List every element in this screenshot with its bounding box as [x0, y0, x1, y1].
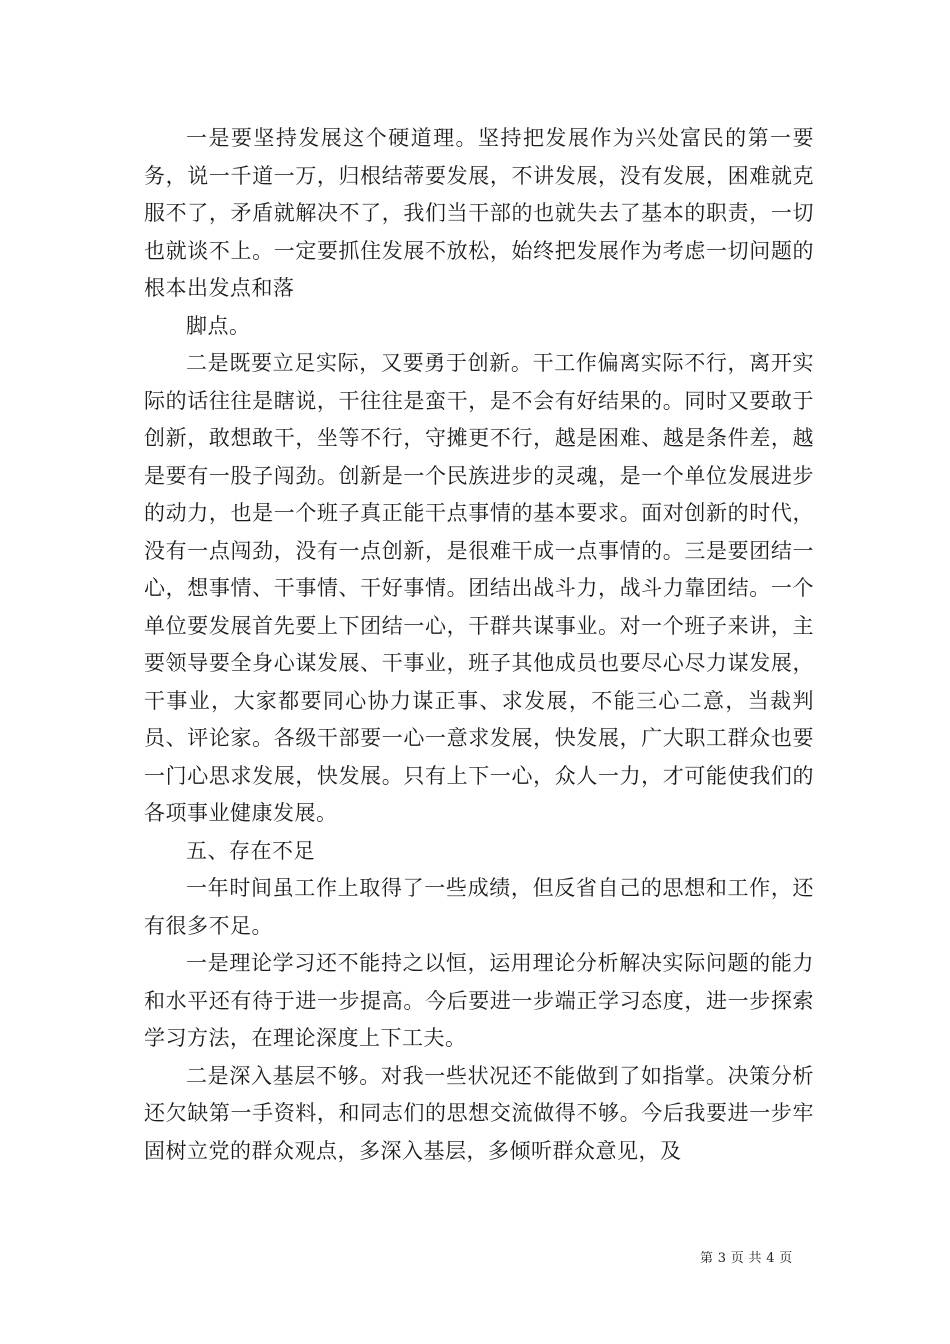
paragraph-grassroots: 二是深入基层不够。对我一些状况还不能做到了如指掌。决策分析还欠缺第一手资料，和同志们的思想交流做得不够。今后我要进一步牢固树立党的群众观点，多深入基层，多倾听群众意见，及	[144, 1063, 814, 1163]
paragraph-develop-principle: 一是要坚持发展这个硬道理。坚持把发展作为兴处富民的第一要务，说一千道一万，归根结蒂要发展，不讲发展，没有发展，困难就克服不了，矛盾就解决不了，我们当干部的也就失去了基本的职责，一切也就谈不上。一定要抓住发展不放松，始终把发展作为考虑一切问题的根本出发点和落	[144, 126, 814, 300]
document-body	[144, 120, 814, 1170]
section-heading-shortcomings: 五、存在不足	[186, 838, 315, 863]
paragraph-innovation-unity: 二是既要立足实际，又要勇于创新。干工作偏离实际不行，离开实际的话往往是瞎说，干往往是蛮干，是不会有好结果的。同时又要敢于创新，敢想敢干，坐等不行，守摊更不行，越是困难、越是条件差，越是要有一股子闯劲。创新是一个民族进步的灵魂，是一个单位发展进步的动力，也是一个班子真正能干点事情的基本要求。面对创新的时代，没有一点闯劲，没有一点创新，是很难干成一点事情的。三是要团结一心，想事情、干事情、干好事情。团结出战斗力，战斗力靠团结。一个单位要发展首先要上下团结一心，干群共谋事业。对一个班子来讲，主要领导要全身心谋发展、干事业，班子其他成员也要尽心尽力谋发展，干事业，大家都要同心协力谋正事、求发展，不能三心二意，当裁判员、评论家。各级干部要一心一意求发展，快发展，广大职工群众也要一门心思求发展，快发展。只有上下一心，众人一力，才可能使我们的各项事业健康发展。	[144, 351, 814, 825]
paragraph-shortcomings-intro: 一年时间虽工作上取得了一些成绩，但反省自己的思想和工作，还有很多不足。	[144, 876, 814, 938]
paragraph-continuation: 脚点。	[186, 313, 251, 338]
page-number-footer: 第 3 页 共 4 页	[700, 1251, 793, 1266]
paragraph-theory-study: 一是理论学习还不能持之以恒，运用理论分析解决实际问题的能力和水平还有待于进一步提高。今后要进一步端正学习态度，进一步探索学习方法，在理论深度上下工夫。	[144, 951, 814, 1050]
